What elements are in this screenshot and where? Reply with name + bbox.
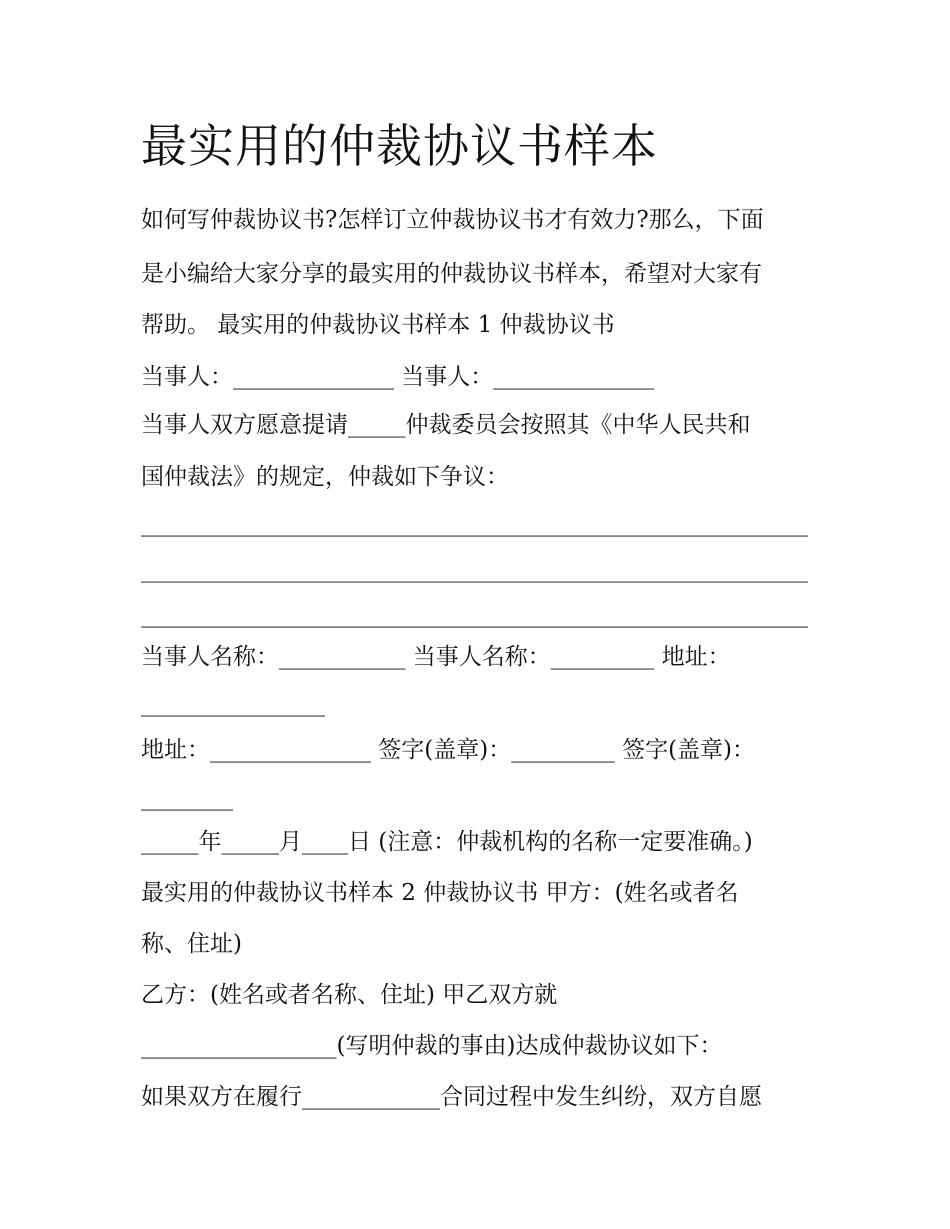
agreement-line-2: 国仲裁法》的规定，仲裁如下争议： bbox=[141, 464, 509, 490]
date-line: _____年_____月____日 (注意：仲裁机构的名称一定要准确。) bbox=[141, 829, 753, 855]
sample2-line-2: 称、住址) bbox=[141, 931, 242, 957]
address-blank-line: ________________ bbox=[141, 691, 325, 717]
dispute-blank-line-3: __________________________________________________________ bbox=[141, 602, 808, 628]
party-names-line: 当事人名称：___________ 当事人名称：_________ 地址： bbox=[141, 644, 731, 670]
parties-line: 当事人：______________ 当事人：______________ bbox=[141, 364, 655, 390]
dispute-blank-line-1: __________________________________________________________ bbox=[141, 511, 808, 537]
performance-line: 如果双方在履行____________合同过程中发生纠纷，双方自愿 bbox=[141, 1084, 762, 1110]
signature-blank-line: ________ bbox=[141, 785, 233, 811]
matter-line: _________________(写明仲裁的事由)达成仲裁协议如下： bbox=[141, 1033, 723, 1059]
dispute-blank-line-2: __________________________________________________________ bbox=[141, 557, 808, 583]
party-b-line: 乙方：(姓名或者名称、住址) 甲乙双方就 bbox=[141, 982, 558, 1008]
address-signature-line: 地址：______________ 签字(盖章)：_________ 签字(盖章)： bbox=[141, 737, 756, 763]
agreement-line-1: 当事人双方愿意提请_____仲裁委员会按照其《中华人民共和 bbox=[141, 412, 751, 438]
intro-line-1: 如何写仲裁协议书?怎样订立仲裁协议书才有效力?那么，下面 bbox=[141, 207, 764, 233]
intro-line-3: 帮助。 最实用的仲裁协议书样本 1 仲裁协议书 bbox=[141, 312, 615, 338]
intro-line-2: 是小编给大家分享的最实用的仲裁协议书样本，希望对大家有 bbox=[141, 261, 762, 287]
document-title: 最实用的仲裁协议书样本 bbox=[141, 119, 658, 173]
sample2-line-1: 最实用的仲裁协议书样本 2 仲裁协议书 甲方：(姓名或者名 bbox=[141, 880, 739, 906]
